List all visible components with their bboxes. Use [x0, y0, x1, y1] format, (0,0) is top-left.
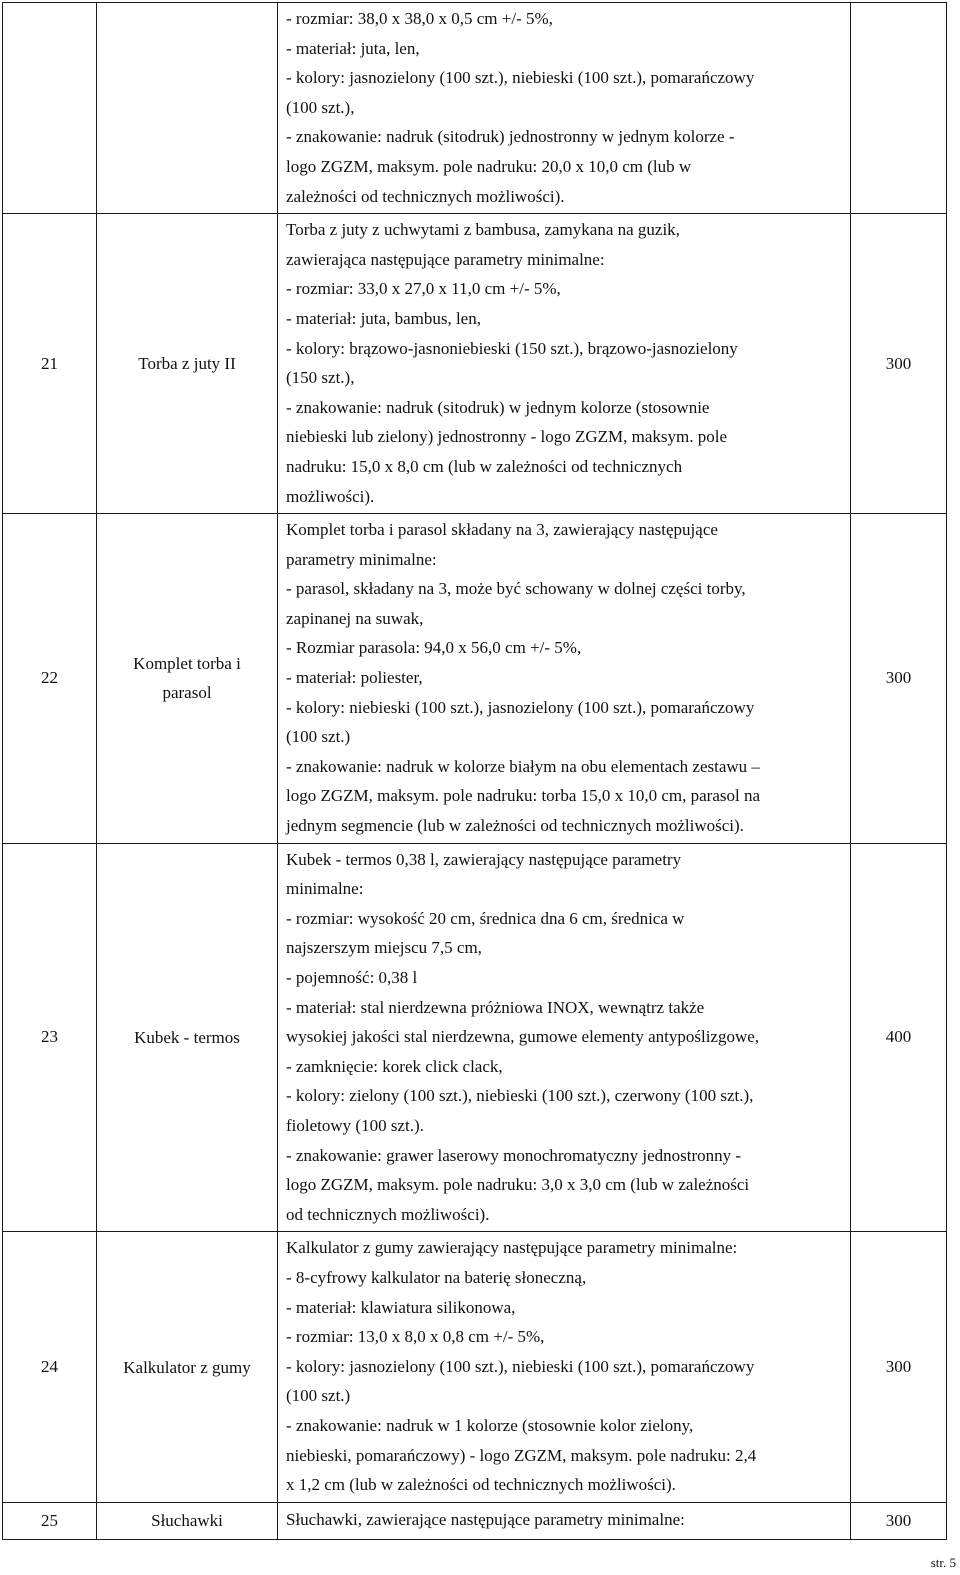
- item-description: [278, 843, 851, 1232]
- description-line: zależności od technicznych możliwości).: [286, 186, 565, 206]
- item-name: [97, 3, 278, 214]
- description-line: - pojemność: 0,38 l: [286, 968, 418, 987]
- table-row: [3, 514, 947, 844]
- table-row: [3, 1232, 947, 1502]
- description-line: - znakowanie: nadruk (sitodruk) w jednym kolorze (stosownie: [286, 397, 710, 417]
- description-line: - parasol, składany na 3, może być schowany w dolnej części torby,: [286, 579, 746, 599]
- item-name: Torba z juty II: [97, 214, 278, 514]
- description-line: fioletowy (100 szt.).: [286, 1115, 424, 1135]
- item-name: Kalkulator z gumy: [97, 1232, 278, 1502]
- item-quantity: 400: [851, 843, 947, 1232]
- description-line: - materiał: klawiatura silikonowa,: [286, 1297, 516, 1317]
- description-line: (150 szt.),: [286, 368, 355, 388]
- description-line: - znakowanie: nadruk (sitodruk) jednostronny w jednym kolorze -: [286, 127, 735, 147]
- description-line: - rozmiar: wysokość 20 cm, średnica dna 6 cm, średnica w: [286, 908, 685, 928]
- item-description: [278, 214, 851, 514]
- page-number: str. 5: [930, 1555, 956, 1570]
- description-line: - materiał: juta, len,: [286, 38, 420, 58]
- description-line: - rozmiar: 38,0 x 38,0 x 0,5 cm +/- 5%,: [286, 9, 553, 28]
- table-row: [3, 843, 947, 1232]
- description-line: najszerszym miejscu 7,5 cm,: [286, 938, 482, 958]
- description-line: - rozmiar: 33,0 x 27,0 x 11,0 cm +/- 5%,: [286, 279, 561, 299]
- description-line: - kolory: jasnozielony (100 szt.), niebieski (100 szt.), pomarańczowy: [286, 68, 755, 88]
- description-line: od technicznych możliwości).: [286, 1204, 490, 1224]
- description-line: (100 szt.): [286, 727, 351, 747]
- row-number: 24: [3, 1232, 97, 1502]
- description-line: - 8-cyfrowy kalkulator na baterię słoneczną,: [286, 1267, 587, 1287]
- description-line: - kolory: zielony (100 szt.), niebieski (100 szt.), czerwony (100 szt.),: [286, 1086, 754, 1106]
- description-line: - kolory: jasnozielony (100 szt.), niebieski (100 szt.), pomarańczowy: [286, 1356, 755, 1376]
- description-line: Torba z juty z uchwytami z bambusa, zamykana na guzik,: [286, 220, 680, 240]
- item-description: [278, 1232, 851, 1502]
- table-row: [3, 1502, 947, 1539]
- item-quantity: 300: [851, 1232, 947, 1502]
- description-line: - znakowanie: nadruk w kolorze białym na obu elementach zestawu –: [286, 756, 760, 776]
- description-line: - znakowanie: grawer laserowy monochromatyczny jednostronny -: [286, 1145, 742, 1165]
- row-number: 22: [3, 514, 97, 844]
- description-line: - materiał: juta, bambus, len,: [286, 308, 481, 328]
- item-description: [278, 3, 851, 214]
- description-line: - kolory: brązowo-jasnoniebieski (150 szt.), brązowo-jasnozielony: [286, 338, 738, 358]
- description-line: niebieski, pomarańczowy) - logo ZGZM, maksym. pole nadruku: 2,4: [286, 1445, 757, 1465]
- description-line: - zamknięcie: korek click clack,: [286, 1056, 503, 1076]
- description-line: logo ZGZM, maksym. pole nadruku: torba 15,0 x 10,0 cm, parasol na: [286, 786, 761, 806]
- description-line: zapinanej na suwak,: [286, 608, 424, 628]
- description-line: logo ZGZM, maksym. pole nadruku: 20,0 x 10,0 cm (lub w: [286, 156, 692, 176]
- description-line: jednym segmencie (lub w zależności od technicznych możliwości).: [286, 816, 744, 836]
- description-line: (100 szt.): [286, 1386, 351, 1406]
- description-line: logo ZGZM, maksym. pole nadruku: 3,0 x 3,0 cm (lub w zależności: [286, 1175, 750, 1195]
- table-row: [3, 214, 947, 514]
- description-line: nadruku: 15,0 x 8,0 cm (lub w zależności od technicznych: [286, 456, 683, 476]
- item-quantity: 300: [851, 514, 947, 844]
- item-quantity: 300: [851, 1502, 947, 1539]
- item-name: Słuchawki: [97, 1502, 278, 1539]
- item-name-line: parasol: [162, 683, 212, 703]
- item-name: Kubek - termos: [97, 843, 278, 1232]
- description-line: - rozmiar: 13,0 x 8,0 x 0,8 cm +/- 5%,: [286, 1327, 545, 1347]
- description-line: Słuchawki, zawierające następujące parametry minimalne:: [286, 1510, 685, 1530]
- description-line: - Rozmiar parasola: 94,0 x 56,0 cm +/- 5%,: [286, 638, 582, 658]
- description-line: Komplet torba i parasol składany na 3, zawierający następujące: [286, 520, 718, 540]
- description-line: - materiał: poliester,: [286, 668, 423, 688]
- table-row: [3, 3, 947, 214]
- item-name-line: Komplet torba i: [133, 653, 241, 673]
- row-number: [3, 3, 97, 214]
- description-line: wysokiej jakości stal nierdzewna, gumowe elementy antypoślizgowe,: [286, 1027, 760, 1047]
- description-line: (100 szt.),: [286, 97, 355, 117]
- item-description: [278, 514, 851, 844]
- description-line: niebieski lub zielony) jednostronny - logo ZGZM, maksym. pole: [286, 427, 727, 447]
- description-line: parametry minimalne:: [286, 549, 437, 569]
- row-number: 25: [3, 1502, 97, 1539]
- description-line: Kubek - termos 0,38 l, zawierający następujące parametry: [286, 849, 682, 869]
- description-line: Kalkulator z gumy zawierający następujące parametry minimalne:: [286, 1238, 738, 1258]
- row-number: 21: [3, 214, 97, 514]
- description-line: - znakowanie: nadruk w 1 kolorze (stosownie kolor zielony,: [286, 1415, 694, 1435]
- description-line: - kolory: niebieski (100 szt.), jasnozielony (100 szt.), pomarańczowy: [286, 697, 755, 717]
- description-line: możliwości).: [286, 486, 375, 506]
- description-line: x 1,2 cm (lub w zależności od technicznych możliwości).: [286, 1475, 676, 1495]
- description-line: - materiał: stal nierdzewna próżniowa INOX, wewnątrz także: [286, 997, 705, 1017]
- description-line: zawierająca następujące parametry minimalne:: [286, 249, 605, 269]
- row-number: 23: [3, 843, 97, 1232]
- description-line: minimalne:: [286, 879, 364, 899]
- specification-table: [2, 2, 947, 1540]
- item-name: [97, 514, 278, 844]
- item-description: [278, 1502, 851, 1539]
- item-quantity: 300: [851, 214, 947, 514]
- item-quantity: [851, 3, 947, 214]
